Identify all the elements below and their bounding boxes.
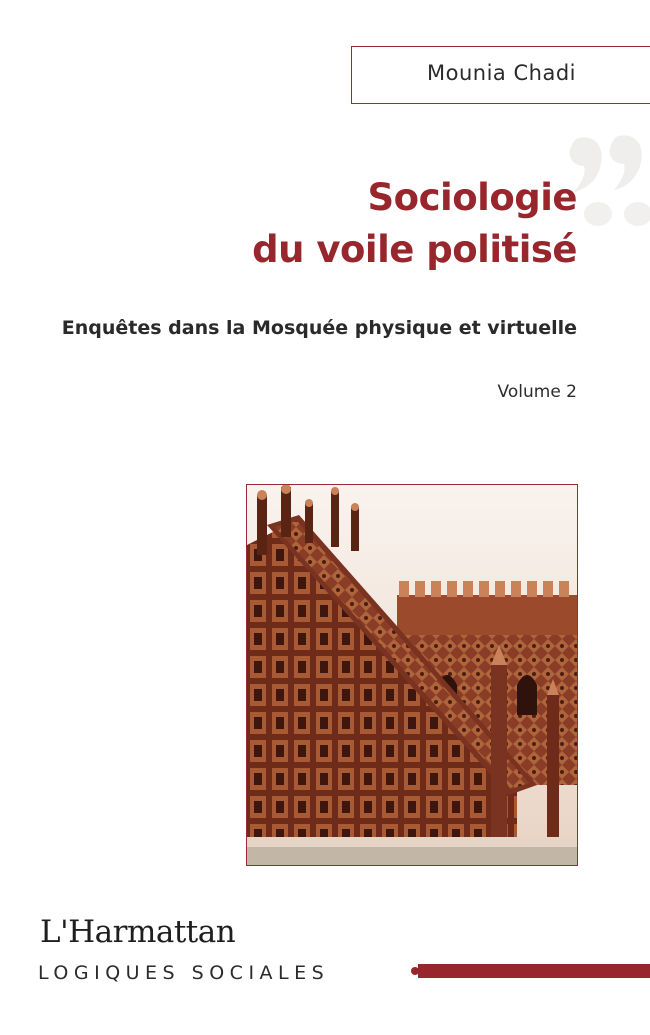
minbar-photo xyxy=(246,484,578,866)
volume-label: Volume 2 xyxy=(497,382,577,402)
accent-bar xyxy=(418,964,650,978)
book-title xyxy=(252,172,577,276)
title-line-1: Sociologie xyxy=(367,176,577,219)
title-line-2: du voile politisé xyxy=(252,228,577,271)
author-name: Mounia Chadi xyxy=(427,61,576,85)
collection-name: LOGIQUES SOCIALES xyxy=(38,962,330,984)
author-box xyxy=(351,46,650,104)
book-subtitle: Enquêtes dans la Mosquée physique et virtuelle xyxy=(61,317,577,339)
minbar-illustration xyxy=(247,485,578,866)
quote-watermark-icon xyxy=(568,118,650,228)
publisher-logo xyxy=(40,902,235,954)
publisher-name: L'Harmattan xyxy=(40,914,236,950)
